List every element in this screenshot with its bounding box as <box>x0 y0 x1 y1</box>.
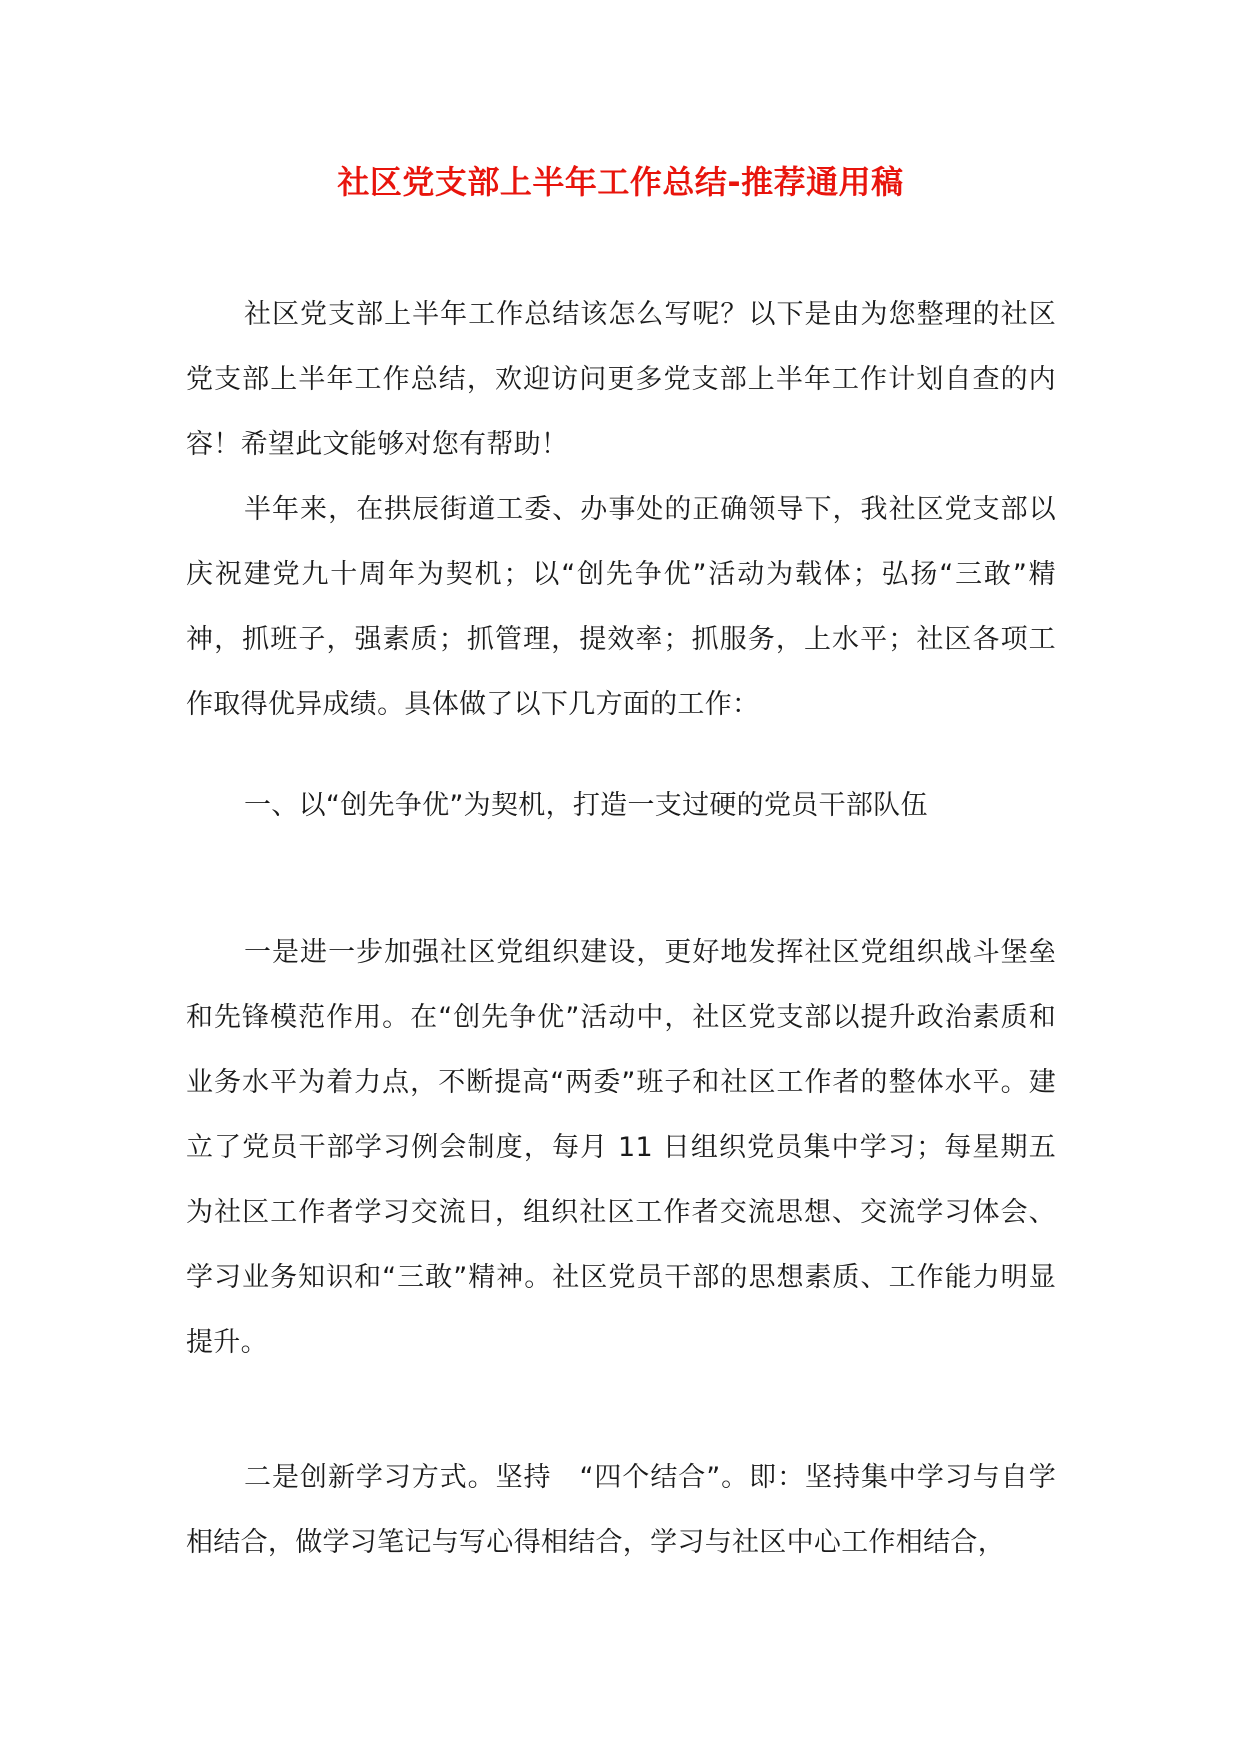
item-2-paragraph: 二是创新学习方式。坚持 “四个结合”。即：坚持集中学习与自学相结合，做学习笔记与写心得相结合，学习与社区中心工作相结合， <box>186 1462 1056 1558</box>
intro-paragraph: 社区党支部上半年工作总结该怎么写呢？以下是由为您整理的社区党支部上半年工作总结，欢迎访问更多党支部上半年工作计划自查的内容！希望此文能够对您有帮助！ <box>186 299 1056 460</box>
document-title: 社区党支部上半年工作总结-推荐通用稿 <box>337 163 904 201</box>
overview-paragraph: 半年来，在拱辰街道工委、办事处的正确领导下，我社区党支部以庆祝建党九十周年为契机；以“创先争优”活动为载体；弘扬“三敢”精神，抓班子，强素质；抓管理，提效率；抓服务，上水平；社区各项工作取得优异成绩。具体做了以下几方面的工作： <box>186 494 1056 720</box>
section-1-heading: 一、以“创先争优”为契机，打造一支过硬的党员干部队伍 <box>244 790 928 821</box>
item-1-paragraph: 一是进一步加强社区党组织建设，更好地发挥社区党组织战斗堡垒和先锋模范作用。在“创先争优”活动中，社区党支部以提升政治素质和业务水平为着力点，不断提高“两委”班子和社区工作者的整体水平。建立了党员干部学习例会制度，每月 11 日组织党员集中学习；每星期五为社区工作者学习交流日，组织社区工作者交流思想、交流学习体会、学习业务知识和“三敢”精神。社区党员干部的思想素质、工作能力明显提升。 <box>186 937 1056 1358</box>
